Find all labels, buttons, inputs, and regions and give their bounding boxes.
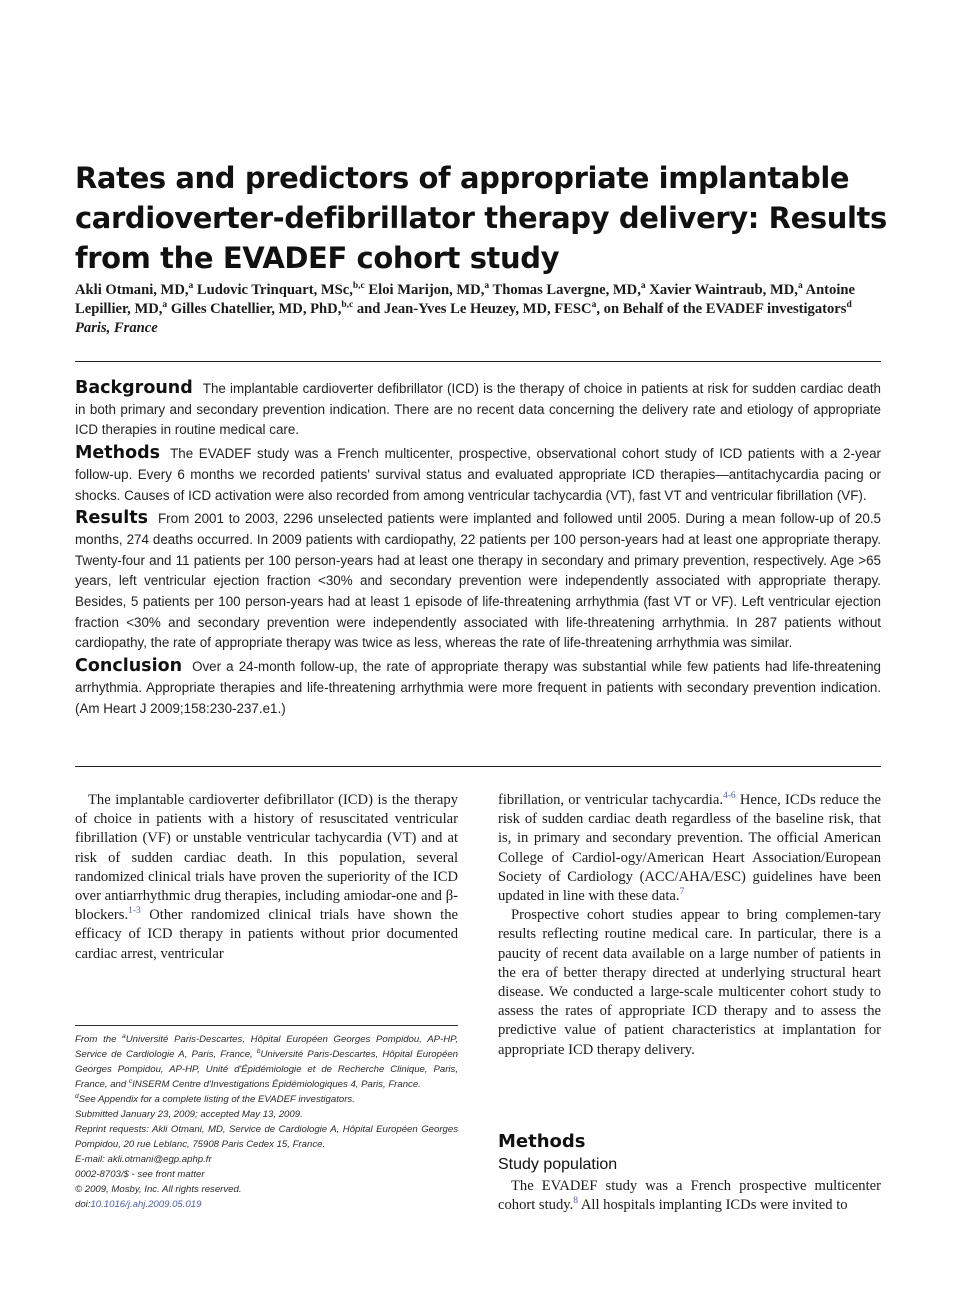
citation-link[interactable]: 8 [573,1196,579,1207]
body-paragraph: Prospective cohort studies appear to bring complemen-tary results reflecting routine medical care. In particular, there is a paucity of recent data available on a large number of patients in the era of better therapy directed at underlying structural heart disease. We conducted a large-scale multicenter cohort study to assess the rates of appropriate ICD therapy and to assess the predictive value of patient characteristics at implantation for appropriate ICD therapy delivery. [498,907,881,1058]
author-name: Thomas Lavergne, MD, [492,282,641,298]
group-affiliation: d [846,300,852,311]
author-location: Paris, France [75,320,158,336]
author-name: Akli Otmani, MD, [75,282,189,298]
body-paragraph [75,791,458,964]
footnote-mark: a [122,1032,126,1040]
author-group: , on Behalf of the EVADEF investigators [596,301,847,317]
footnote-submitted: Submitted January 23, 2009; accepted May 13, 2009. [75,1109,303,1120]
author-affiliation: a [640,281,646,292]
footnote-text: doi: [75,1199,91,1210]
abstract-background [75,378,881,441]
abstract-bottom-rule [75,766,881,767]
footnote-text: Université Paris-Descartes, Hôpital Européen Georges Pompidou, AP-HP, Service de Cardiologie A, Paris, France, [75,1034,458,1060]
abstract-heading: Conclusion [75,656,183,677]
author-affiliation: a [162,300,168,311]
author-affiliation: a [797,281,803,292]
footnote-affiliations [75,1032,458,1092]
body-text: Other randomized clinical trials have shown the efficacy of ICD therapy in patients without prior documented cardiac arrest, ventricular [75,907,458,962]
article-title: Rates and predictors of appropriate implantable cardioverter-defibrillator therapy delivery: Results from the EVADEF cohort study [75,161,887,275]
author-name: and Jean-Yves Le Heuzey, MD, FESC [356,301,592,317]
author-affiliation: b,c [352,281,365,292]
abstract-heading: Background [75,378,193,398]
footnotes [75,1032,458,1212]
abstract-text: The implantable cardioverter defibrillator (ICD) is the therapy of choice in patients at risk for sudden cardiac death in both primary and secondary prevention indication. There are no recent data concerning the delivery rate and etiology of appropriate ICD therapies in routine medical care. [75,381,881,438]
abstract-conclusion [75,656,881,719]
footnote-reprint: Reprint requests: Akli Otmani, MD, Service de Cardiologie A, Hôpital Européen Georges Pompidou, 20 rue Leblanc, 75908 Paris Cedex 15, France. [75,1124,458,1150]
author-affiliation: a [484,281,490,292]
body-text: All hospitals implanting ICDs were invited to [578,1197,848,1214]
abstract-heading: Methods [75,443,161,464]
author-affiliation: a [188,281,194,292]
body-text: The EVADEF study was a French prospective multicenter cohort study. [498,1178,881,1214]
body-paragraph [498,1177,881,1215]
abstract [75,378,881,721]
footnote-mark: b [256,1047,261,1055]
footnote-text: INSERM Centre d'Investigations Épidémiologiques 4, Paris, France. [132,1079,421,1090]
footnote-issn: 0002-8703/$ - see front matter [75,1169,205,1180]
methods-text [498,1177,881,1215]
citation-link[interactable]: 1-3 [128,906,141,917]
body-text: fibrillation, or ventricular tachycardia. [498,792,723,808]
abstract-methods [75,443,881,506]
footnote-text: Université Paris-Descartes, Hôpital Européen Georges Pompidou, AP-HP, Unité d'Épidémiologie et de Recherche Clinique, Paris, France, and [75,1049,458,1090]
abstract-text: The EVADEF study was a French multicenter, prospective, observational cohort study of ICD patients with a 2-year follow-up. Every 6 months we recorded patients' survival status and evaluated appropriate ICD therapies—antitachycardia pacing or shocks. Causes of ICD activation were also recorded from among ventricular tachycardia (VT), fast VT and ventricular fibrillation (VF). [75,446,881,503]
doi-link[interactable]: 10.1016/j.ahj.2009.05.019 [90,1199,202,1210]
footnote-text: From the [75,1034,123,1045]
citation-link[interactable]: 7 [679,887,685,898]
footnote-mark: d [75,1092,79,1100]
abstract-top-rule [75,361,881,362]
footnote-doi [75,1197,458,1212]
body-text: The implantable cardioverter defibrillator (ICD) is the therapy of choice in patients with a history of resuscitated ventricular fibrillation (VF) or unstable ventricular tachycardia (VT) and at risk of sudden cardiac death. In this population, several randomized clinical trials have proven the superiority of the ICD over antiarrhythmic drug therapies, including amiodar-one and β-blockers. [75,792,458,924]
footnote-email: E-mail: akli.otmani@egp.aphp.fr [75,1154,212,1165]
body-paragraph [498,791,881,906]
footnote-mark: c [128,1077,133,1085]
author-name: Eloi Marijon, MD, [368,282,485,298]
body-column-left [75,791,458,964]
abstract-text: From 2001 to 2003, 2296 unselected patients were implanted and followed until 2005. During a mean follow-up of 20.5 months, 274 deaths occurred. In 2009 patients with cardiopathy, 22 patients per 100 person-years had at least one appropriate therapy. Twenty-four and 11 patients per 100 person-years had at least one therapy in secondary and primary prevention, respectively. Age >65 years, left ventricular ejection fraction <30% and secondary prevention were independently associated with appropriate therapy. Besides, 5 patients per 100 person-years had at least 1 episode of life-threatening arrhythmia (fast VT or VF). Left ventricular ejection fraction <30% and secondary prevention were independently associated with life-threatening arrhythmia. In 287 patients without cardiopathy, the rate of appropriate therapy was twice as less, whereas the rate of life-threatening arrhythmia was similar. [75,511,881,651]
author-affiliation: b,c [341,300,354,311]
author-name: Xavier Waintraub, MD, [649,282,798,298]
citation-link[interactable]: 4-6 [722,791,736,802]
abstract-heading: Results [75,508,148,529]
footnote-text: See Appendix for a complete listing of the EVADEF investigators. [78,1094,355,1105]
body-text: Hence, ICDs reduce the risk of sudden cardiac death regardless of the baseline risk, that is, in primary and secondary prevention. The official American College of Cardiol-ogy/American Heart Association/European Society of Cardiology (ACC/AHA/ESC) guidelines have been updated in line with these data. [498,792,881,905]
abstract-results [75,508,881,654]
author-name: Ludovic Trinquart, MSc, [196,282,353,298]
author-name: Antoine Lepillier, MD, [75,282,855,317]
abstract-text: Over a 24-month follow-up, the rate of appropriate therapy was substantial while few patients had life-threatening arrhythmia. Appropriate therapies and life-threatening arrhythmia were more frequent in patients with secondary prevention indication. (Am Heart J 2009;158:230-237.e1.) [75,659,881,716]
body-column-right [498,791,881,1060]
author-affiliation: a [591,300,597,311]
footnote-copyright: © 2009, Mosby, Inc. All rights reserved. [75,1184,242,1195]
footnote-rule [75,1025,458,1026]
section-heading-methods: Methods [498,1131,586,1152]
footnote-appendix [75,1092,458,1107]
subsection-heading-study-population: Study population [498,1156,618,1173]
author-name: Gilles Chatellier, MD, PhD, [170,301,342,317]
author-list [75,281,887,338]
